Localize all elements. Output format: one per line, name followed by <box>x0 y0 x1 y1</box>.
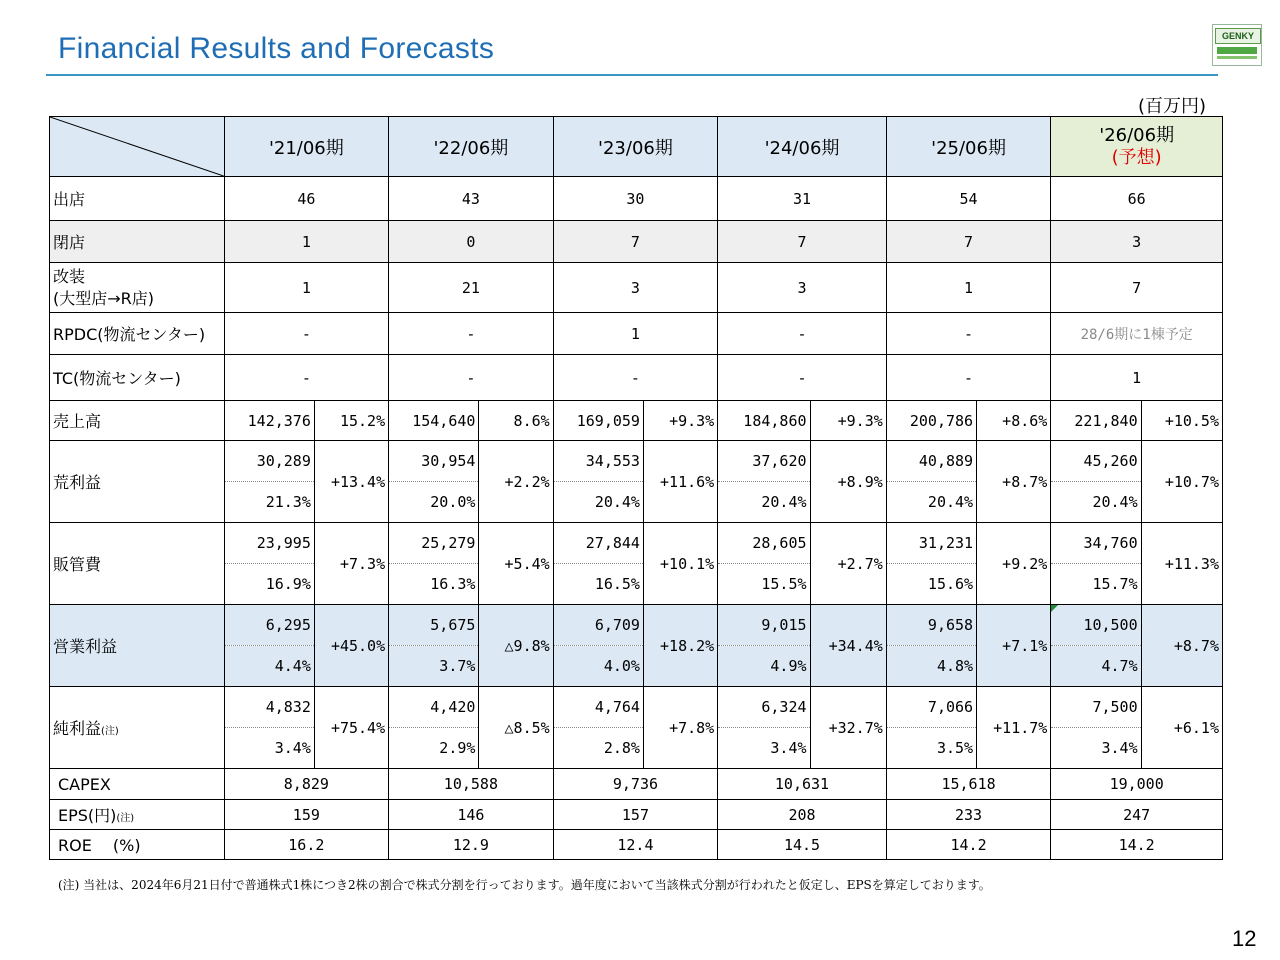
column-header: '24/06期 <box>718 117 887 177</box>
cell: 66 <box>1051 177 1223 221</box>
cell-value: 9,015 <box>718 605 810 646</box>
cell-growth: +6.1% <box>1141 687 1222 769</box>
unit-label: (百万円) <box>1138 96 1207 117</box>
cell-growth: +34.4% <box>810 605 886 687</box>
cell: - <box>718 355 887 401</box>
table-row <box>50 441 1223 482</box>
logo-bar-thin <box>1217 56 1257 59</box>
column-header: '22/06期 <box>389 117 554 177</box>
row-label: TC(物流センター) <box>50 355 225 401</box>
table-row <box>50 523 1223 564</box>
cell-value: 27,844 <box>553 523 643 564</box>
row-label: 荒利益 <box>50 441 225 523</box>
cell-ratio: 16.5% <box>553 564 643 605</box>
cell: - <box>886 313 1051 355</box>
column-header: '25/06期 <box>886 117 1051 177</box>
table-row <box>50 313 1223 355</box>
cell: - <box>718 313 887 355</box>
cell-planned: 28/6期に1棟予定 <box>1051 313 1223 355</box>
cell-growth: +7.1% <box>977 605 1051 687</box>
row-label <box>50 263 225 313</box>
cell-ratio: 3.4% <box>1051 728 1141 769</box>
row-label <box>50 800 225 830</box>
cell-value: 200,786 <box>886 401 976 441</box>
footnote: (注) 当社は、2024年6月21日付で普通株式1株につき2株の割合で株式分割を行っております。過年度において当該株式分割が行われたと仮定し、EPSを算定しております。 <box>58 878 991 892</box>
cell-growth: +10.5% <box>1141 401 1222 441</box>
table-row <box>50 221 1223 263</box>
cell: 7 <box>553 221 718 263</box>
cell: 14.2 <box>886 830 1051 860</box>
table-row <box>50 401 1223 441</box>
cell: 14.5 <box>718 830 887 860</box>
cell: 1 <box>1051 355 1223 401</box>
cell: 15,618 <box>886 769 1051 800</box>
table-row <box>50 177 1223 221</box>
column-header: '21/06期 <box>224 117 389 177</box>
cell-growth: +18.2% <box>643 605 717 687</box>
cell: 3 <box>718 263 887 313</box>
cell: 30 <box>553 177 718 221</box>
cell-ratio: 4.4% <box>224 646 314 687</box>
cell-growth: +8.9% <box>810 441 886 523</box>
cell-ratio: 4.7% <box>1051 646 1141 687</box>
header-row <box>50 117 1223 177</box>
table-row <box>50 605 1223 646</box>
cell-growth: 8.6% <box>479 401 553 441</box>
financial-table <box>49 116 1223 860</box>
cell-value: 30,289 <box>224 441 314 482</box>
cell-growth: +32.7% <box>810 687 886 769</box>
cell-growth: +13.4% <box>314 441 388 523</box>
cell: 12.4 <box>553 830 718 860</box>
cell-value: 25,279 <box>389 523 479 564</box>
cell-ratio: 3.7% <box>389 646 479 687</box>
table-row <box>50 769 1223 800</box>
cell: 7 <box>1051 263 1223 313</box>
cell: - <box>553 355 718 401</box>
cell: 54 <box>886 177 1051 221</box>
cell: - <box>886 355 1051 401</box>
row-label-line1: 改装 <box>53 266 86 286</box>
cell-ratio: 15.5% <box>718 564 810 605</box>
cell-value: 37,620 <box>718 441 810 482</box>
cell-value: 184,860 <box>718 401 810 441</box>
cell-growth: +9.2% <box>977 523 1051 605</box>
logo-text: GENKY <box>1215 28 1261 44</box>
cell-value: 142,376 <box>224 401 314 441</box>
row-label: 営業利益 <box>50 605 225 687</box>
cell-growth: +5.4% <box>479 523 553 605</box>
company-logo <box>1212 24 1262 66</box>
cell: 3 <box>1051 221 1223 263</box>
cell: 19,000 <box>1051 769 1223 800</box>
cell: 10,631 <box>718 769 887 800</box>
cell-value: 9,658 <box>886 605 976 646</box>
cell: 208 <box>718 800 887 830</box>
cell: 157 <box>553 800 718 830</box>
cell-growth: +8.6% <box>977 401 1051 441</box>
cell: 0 <box>389 221 554 263</box>
cell-value: 154,640 <box>389 401 479 441</box>
table-row <box>50 830 1223 860</box>
table-row <box>50 263 1223 313</box>
cell-growth: +11.3% <box>1141 523 1222 605</box>
row-label: 出店 <box>50 177 225 221</box>
cell-value: 6,324 <box>718 687 810 728</box>
row-label-text: 純利益 <box>53 719 102 738</box>
cell-growth: △9.8% <box>479 605 553 687</box>
row-label-line2: (大型店→R店) <box>53 288 155 308</box>
cell-value: 5,675 <box>389 605 479 646</box>
cell: - <box>224 313 389 355</box>
row-label: 売上高 <box>50 401 225 441</box>
cell-value: 4,764 <box>553 687 643 728</box>
cell-value <box>1051 605 1141 646</box>
cell: 1 <box>224 263 389 313</box>
cell-growth: +10.7% <box>1141 441 1222 523</box>
cell-value: 45,260 <box>1051 441 1141 482</box>
cell: 233 <box>886 800 1051 830</box>
cell: 1 <box>224 221 389 263</box>
row-label: 販管費 <box>50 523 225 605</box>
cell: 10,588 <box>389 769 554 800</box>
corner-cell <box>50 117 225 177</box>
cell-growth: +11.7% <box>977 687 1051 769</box>
cell-growth: +7.8% <box>643 687 717 769</box>
cell: 46 <box>224 177 389 221</box>
page-title: Financial Results and Forecasts <box>58 32 495 65</box>
cell-ratio: 3.4% <box>718 728 810 769</box>
forecast-label: (予想) <box>1111 146 1162 168</box>
table-row <box>50 800 1223 830</box>
column-header-forecast <box>1051 117 1223 177</box>
cell-ratio: 15.7% <box>1051 564 1141 605</box>
row-label-note: (注) <box>116 813 135 824</box>
cell-ratio: 2.9% <box>389 728 479 769</box>
cell-ratio: 20.4% <box>718 482 810 523</box>
cell-value: 4,420 <box>389 687 479 728</box>
cell-value: 6,295 <box>224 605 314 646</box>
cell: 159 <box>224 800 389 830</box>
row-label: 閉店 <box>50 221 225 263</box>
row-label <box>50 687 225 769</box>
cell: 7 <box>718 221 887 263</box>
cell-growth: +11.6% <box>643 441 717 523</box>
cell-ratio: 4.9% <box>718 646 810 687</box>
cell: 1 <box>553 313 718 355</box>
row-label: RPDC(物流センター) <box>50 313 225 355</box>
table-row <box>50 355 1223 401</box>
row-label: ROE (%) <box>50 830 225 860</box>
cell: 3 <box>553 263 718 313</box>
cell-ratio: 3.4% <box>224 728 314 769</box>
cell-growth: 15.2% <box>314 401 388 441</box>
row-label: CAPEX <box>50 769 225 800</box>
page-number: 12 <box>1232 926 1257 951</box>
cell-growth: △8.5% <box>479 687 553 769</box>
column-header: '23/06期 <box>553 117 718 177</box>
cell-ratio: 16.3% <box>389 564 479 605</box>
cell-value: 40,889 <box>886 441 976 482</box>
cell-value: 169,059 <box>553 401 643 441</box>
cell-ratio: 20.4% <box>553 482 643 523</box>
diagonal-line <box>50 117 224 176</box>
cell: 12.9 <box>389 830 554 860</box>
row-label-text: EPS(円) <box>58 806 117 825</box>
cell: 1 <box>886 263 1051 313</box>
cell-ratio: 4.0% <box>553 646 643 687</box>
cell-ratio: 15.6% <box>886 564 976 605</box>
cell-ratio: 21.3% <box>224 482 314 523</box>
cell: 9,736 <box>553 769 718 800</box>
cell-value: 30,954 <box>389 441 479 482</box>
cell-value-text: 10,500 <box>1083 616 1138 634</box>
cell-growth: +8.7% <box>977 441 1051 523</box>
comment-marker <box>1051 605 1058 612</box>
forecast-year: '26/06期 <box>1099 124 1175 146</box>
cell-value: 7,500 <box>1051 687 1141 728</box>
logo-bar <box>1217 47 1257 54</box>
row-label-note: (注) <box>101 726 119 737</box>
cell-growth: +10.1% <box>643 523 717 605</box>
cell: 21 <box>389 263 554 313</box>
cell-value: 28,605 <box>718 523 810 564</box>
cell: 31 <box>718 177 887 221</box>
cell-ratio: 4.8% <box>886 646 976 687</box>
cell: 16.2 <box>224 830 389 860</box>
cell: 43 <box>389 177 554 221</box>
cell: - <box>389 355 554 401</box>
cell-value: 6,709 <box>553 605 643 646</box>
cell-ratio: 16.9% <box>224 564 314 605</box>
cell: - <box>389 313 554 355</box>
cell-growth: +8.7% <box>1141 605 1222 687</box>
cell: 14.2 <box>1051 830 1223 860</box>
cell-growth: +2.7% <box>810 523 886 605</box>
cell-growth: +7.3% <box>314 523 388 605</box>
cell-ratio: 3.5% <box>886 728 976 769</box>
cell: 146 <box>389 800 554 830</box>
cell-growth: +2.2% <box>479 441 553 523</box>
cell-value: 23,995 <box>224 523 314 564</box>
cell: 7 <box>886 221 1051 263</box>
cell-growth: +75.4% <box>314 687 388 769</box>
cell-value: 34,553 <box>553 441 643 482</box>
cell: - <box>224 355 389 401</box>
cell-value: 4,832 <box>224 687 314 728</box>
cell-growth: +45.0% <box>314 605 388 687</box>
cell-value: 7,066 <box>886 687 976 728</box>
title-divider <box>46 74 1218 76</box>
cell: 8,829 <box>224 769 389 800</box>
table-row <box>50 687 1223 728</box>
cell-value: 31,231 <box>886 523 976 564</box>
cell-value: 221,840 <box>1051 401 1141 441</box>
cell-growth: +9.3% <box>643 401 717 441</box>
cell-ratio: 2.8% <box>553 728 643 769</box>
cell-growth: +9.3% <box>810 401 886 441</box>
cell-value: 34,760 <box>1051 523 1141 564</box>
cell-ratio: 20.4% <box>886 482 976 523</box>
cell-ratio: 20.4% <box>1051 482 1141 523</box>
cell-ratio: 20.0% <box>389 482 479 523</box>
cell: 247 <box>1051 800 1223 830</box>
